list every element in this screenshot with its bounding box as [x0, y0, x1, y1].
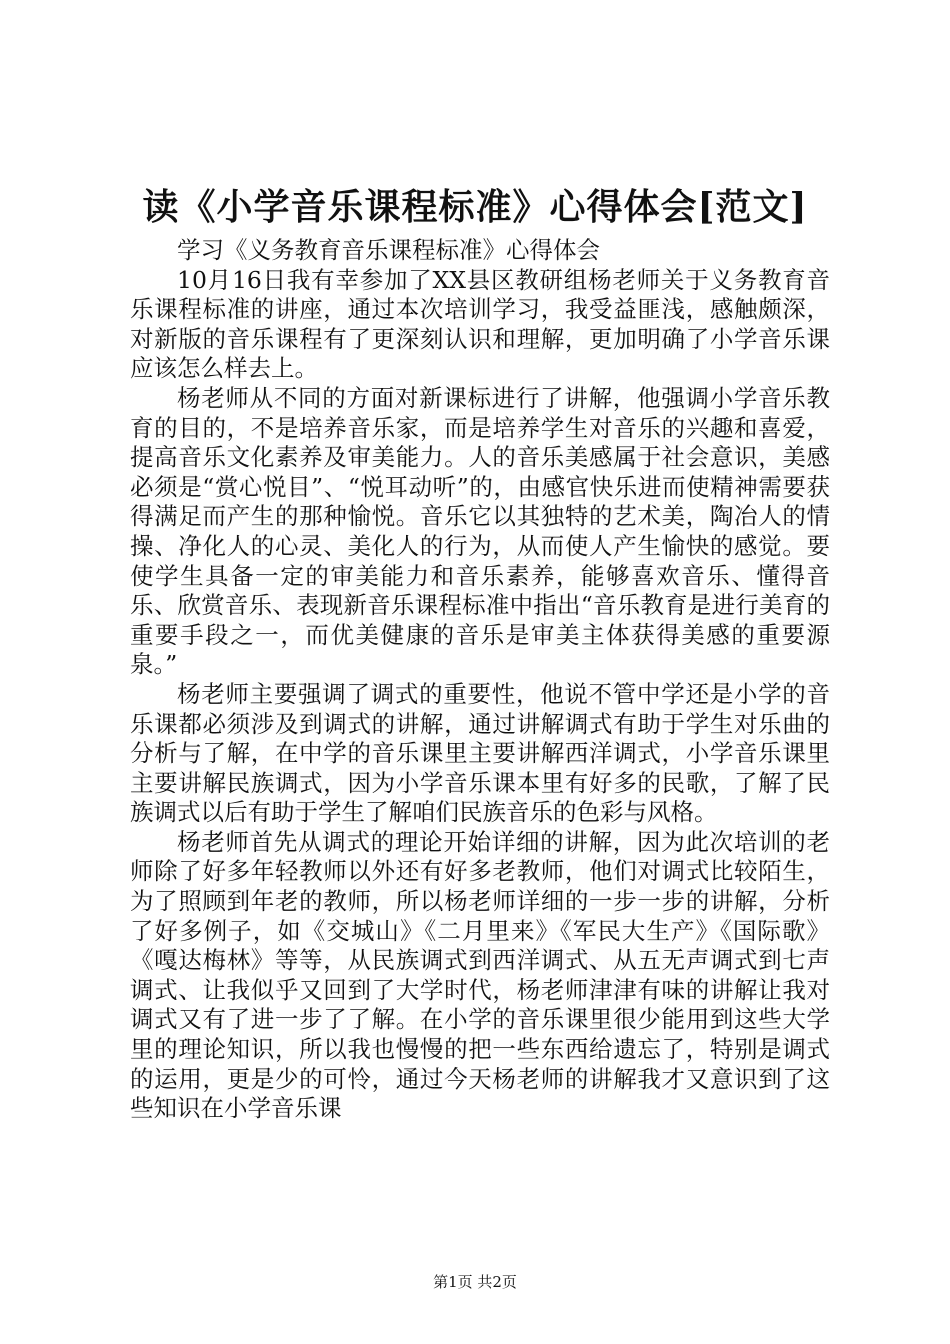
document-body [130, 236, 830, 1124]
body-paragraph: 杨老师从不同的方面对新课标进行了讲解，他强调小学音乐教育的目的，不是培养音乐家，而是培养学生对音乐的兴趣和喜爱，提高音乐文化素养及审美能力。人的音乐美感属于社会意识，美感必须是“赏心悦目”、“悦耳动听”的，由感官快乐进而使精神需要获得满足而产生的那种愉悦。音乐它以其独特的艺术美，陶冶人的情操、净化人的心灵、美化人的行为，从而使人产生愉快的感觉。要使学生具备一定的审美能力和音乐素养，能够喜欢音乐、懂得音乐、欣赏音乐、表现新音乐课程标准中指出“音乐教育是进行美育的重要手段之一，而优美健康的音乐是审美主体获得美感的重要源泉。” [130, 383, 830, 679]
body-paragraph: 10月16日我有幸参加了XX县区教研组杨老师关于义务教育音乐课程标准的讲座，通过本次培训学习，我受益匪浅，感触颇深，对新版的音乐课程有了更深刻认识和理解，更加明确了小学音乐课应该怎么样去上。 [130, 265, 830, 383]
subtitle-paragraph: 学习《义务教育音乐课程标准》心得体会 [177, 236, 600, 264]
body-paragraph: 杨老师主要强调了调式的重要性，他说不管中学还是小学的音乐课都必须涉及到调式的讲解，通过讲解调式有助于学生对乐曲的分析与了解，在中学的音乐课里主要讲解西洋调式，小学音乐课里主要讲解民族调式，因为小学音乐课本里有好多的民歌，了解了民族调式以后有助于学生了解咱们民族音乐的色彩与风格。 [130, 679, 830, 827]
body-paragraph: 杨老师首先从调式的理论开始详细的讲解，因为此次培训的老师除了好多年轻教师以外还有好多老教师，他们对调式比较陌生，为了照顾到年老的教师，所以杨老师详细的一步一步的讲解，分析了好多例子，如《交城山》《二月里来》《军民大生产》《国际歌》《嘎达梅林》等等，从民族调式到西洋调式、从五无声调式到七声调式、让我似乎又回到了大学时代，杨老师津津有味的讲解让我对调式又有了进一步了了解。在小学的音乐课里很少能用到这些大学里的理论知识，所以我也慢慢的把一些东西给遗忘了，特别是调式的运用，更是少的可怜，通过今天杨老师的讲解我才又意识到了这些知识在小学音乐课 [130, 827, 830, 1123]
document-title: 读《小学音乐课程标准》心得体会[范文] [142, 186, 808, 228]
page-footer: 第1页 共2页 [433, 1273, 517, 1291]
